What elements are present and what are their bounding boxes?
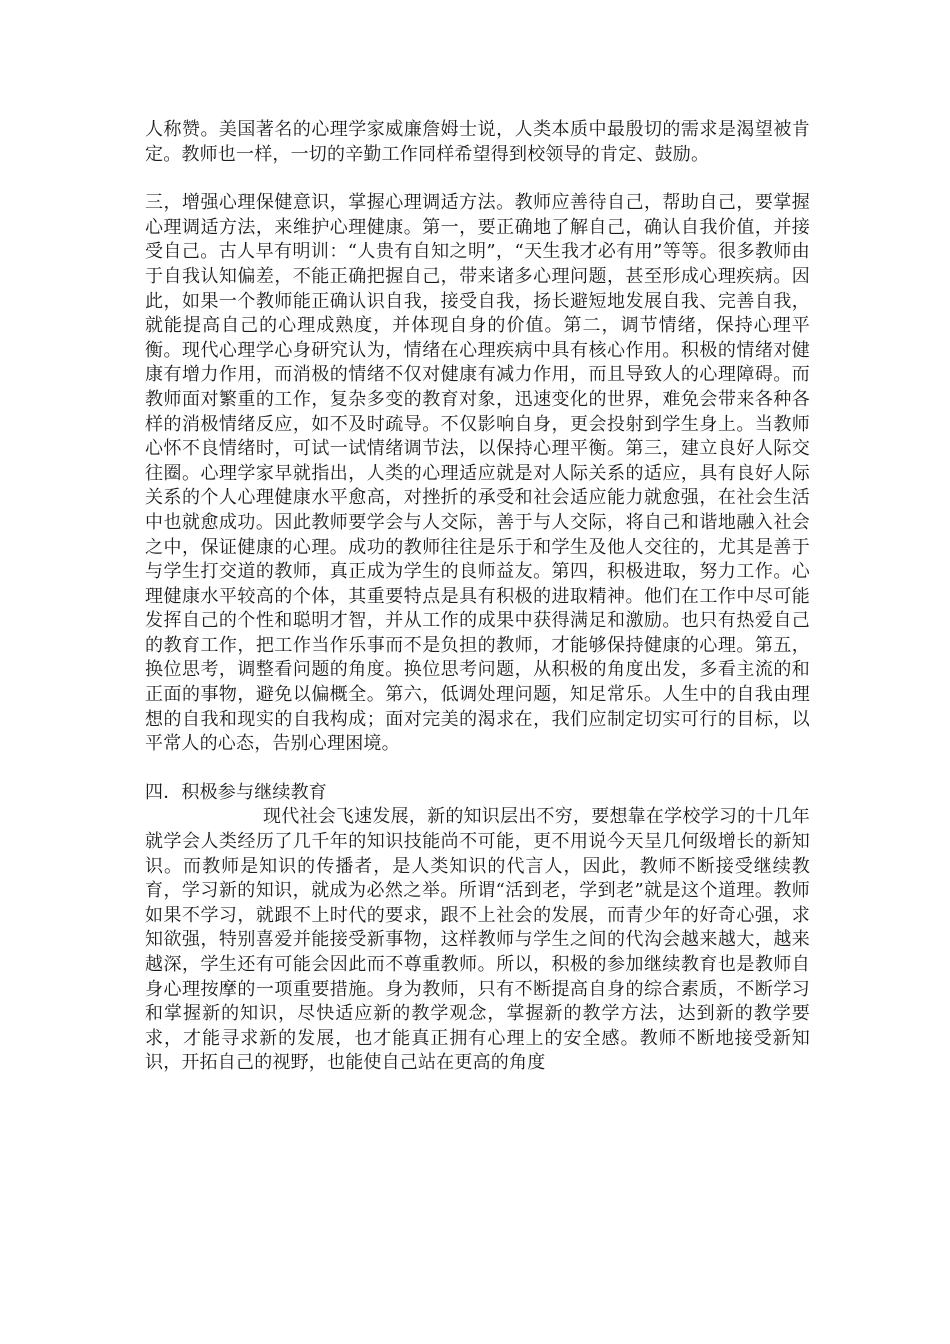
document-body [145,118,810,1076]
paragraph-praise: 人称赞。美国著名的心理学家威廉詹姆士说，人类本质中最殷切的需求是渴望被肯定。教师也一样，一切的辛勤工作同样希望得到校领导的肯定、鼓励。 [145,119,810,165]
paragraph-section-4: 现代社会飞速发展，新的知识层出不穷，要想靠在学校学习的十几年就学会人类经历了几千年的知识技能尚不可能，更不用说今天呈几何级增长的新知识。而教师是知识的传播者，是人类知识的代言人，因此，教师不断接受继续教育，学习新的知识，就成为必然之举。所谓“活到老，学到老”就是这个道理。教师如果不学习，就跟不上时代的要求，跟不上社会的发展，而青少年的好奇心强，求知欲强，特别喜爱并能接受新事物，这样教师与学生之间的代沟会越来越大，越来越深，学生还有可能会因此而不尊重教师。所以，积极的参加继续教育也是教师自身心理按摩的一项重要措施。身为教师，只有不断提高自身的综合素质，不断学习和掌握新的知识，尽快适应新的教学观念，掌握新的教学方法，达到新的教学要求，才能寻求新的发展，也才能真正拥有心理上的安全感。教师不断地接受新知识，开拓自己的视野，也能使自己站在更高的角度 [145,806,810,1074]
paragraph-section-3: 三，增强心理保健意识，掌握心理调适方法。教师应善待自己，帮助自己，要掌握心理调适方法，来维护心理健康。第一，要正确地了解自己，确认自我价值，并接受自己。古人早有明训：“人贵有自知之明”，“天生我才必有用”等等。很多教师由于自我认知偏差，不能正确把握自己，带来诸多心理问题，甚至形成心理疾病。因此，如果一个教师能正确认识自我，接受自我，扬长避短地发展自我、完善自我，就能提高自己的心理成熟度，并体现自身的价值。第二，调节情绪，保持心理平衡。现代心理学心身研究认为，情绪在心理疾病中具有核心作用。积极的情绪对健康有增力作用，而消极的情绪不仅对健康有减力作用，而且导致人的心理障碍。而教师面对繁重的工作，复杂多变的教育对象，迅速变化的世界，难免会带来各种各样的消极情绪反应，如不及时疏导。不仅影响自身，更会投射到学生身上。当教师心怀不良情绪时，可试一试情绪调节法，以保持心理平衡。第三，建立良好人际交往圈。心理学家早就指出，人类的心理适应就是对人际关系的适应，具有良好人际关系的个人心理健康水平愈高，对挫折的承受和社会适应能力就愈强，在社会生活中也就愈成功。因此教师要学会与人交际，善于与人交际，将自己和谐地融入社会之中，保证健康的心理。成功的教师往往是乐于和学生及他人交往的，尤其是善于与学生打交道的教师，真正成为学生的良师益友。第四，积极进取，努力工作。心理健康水平较高的个体，其重要特点是具有积极的进取精神。他们在工作中尽可能发挥自己的个性和聪明才智，并从工作的成果中获得满足和激励。也只有热爱自己的教育工作，把工作当作乐事而不是负担的教师，才能够保持健康的心理。第五，换位思考，调整看问题的角度。换位思考问题，从积极的角度出发，多看主流的和正面的事物，避免以偏概全。第六，低调处理问题，知足常乐。人生中的自我由理想的自我和现实的自我构成；面对完美的渴求在，我们应制定切实可行的目标，以平常人的心态，告别心理困境。 [145,192,810,755]
section-4-heading: 四．积极参与继续教育 [145,781,327,803]
paragraph-gap [145,757,810,781]
paragraph-gap [145,167,810,191]
